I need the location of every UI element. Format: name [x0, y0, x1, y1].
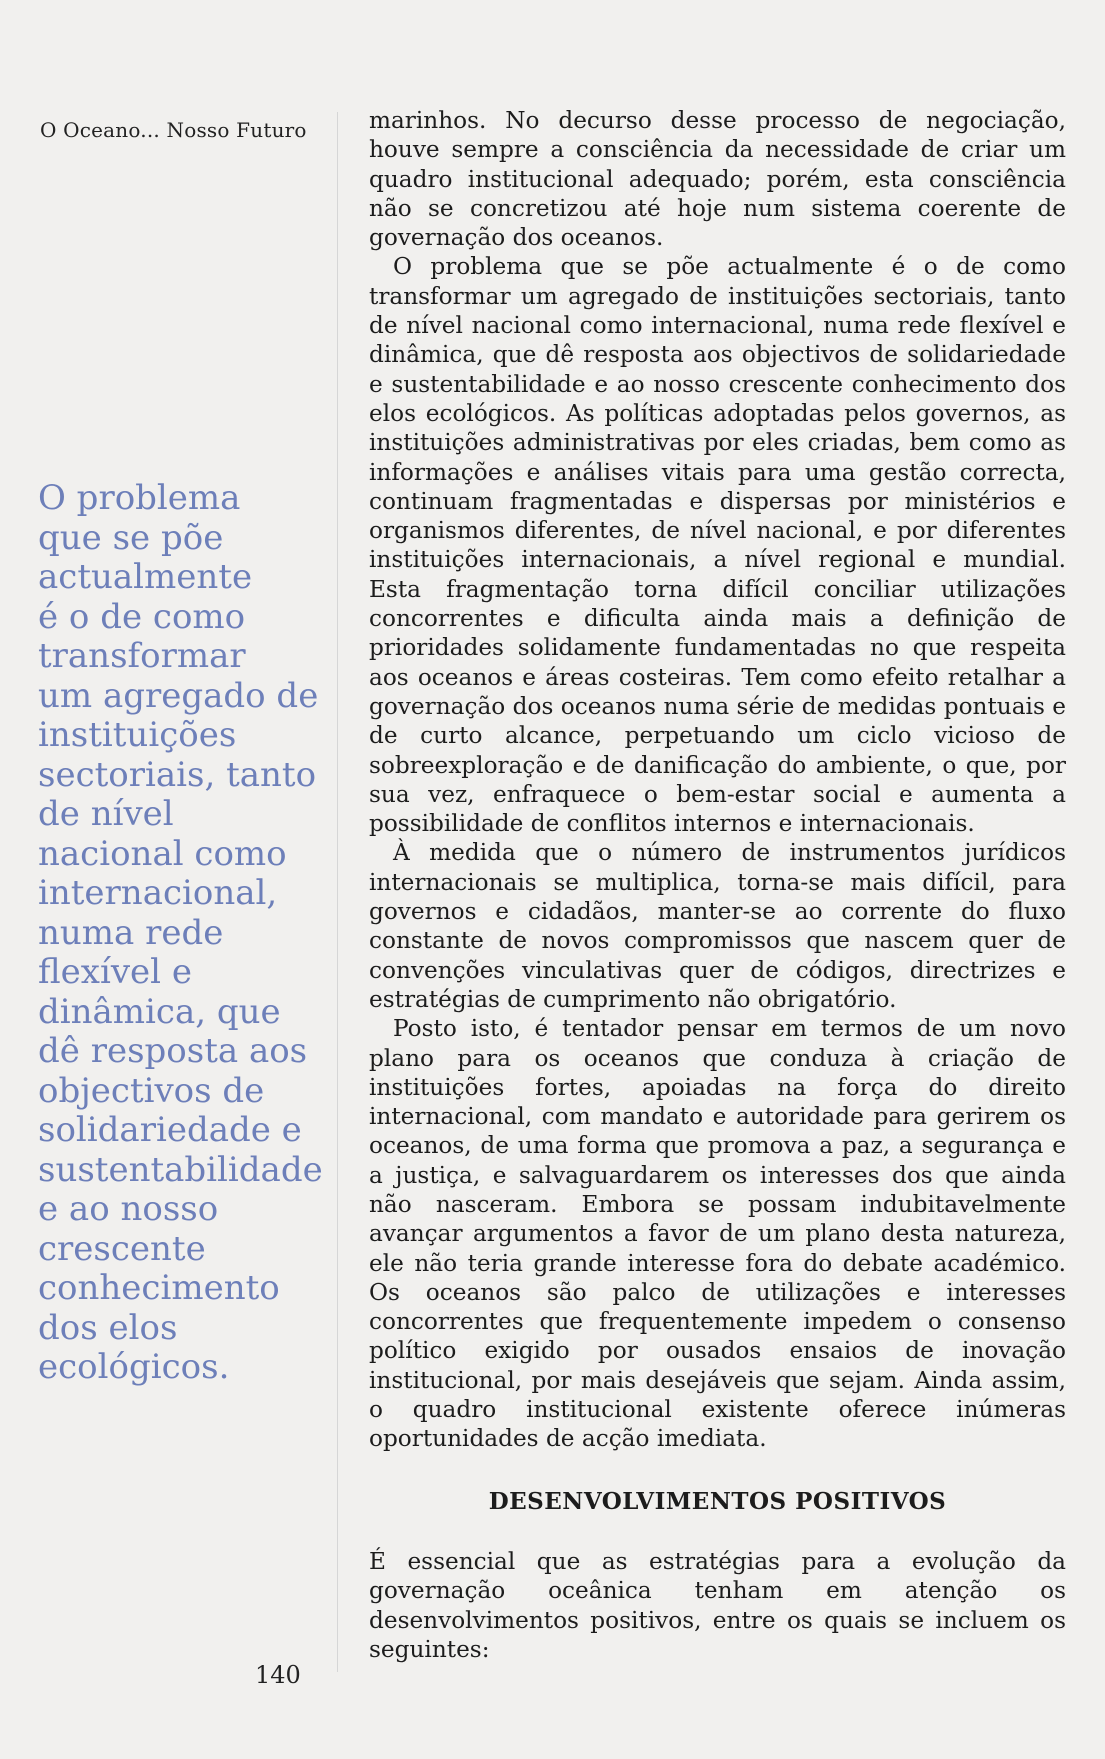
body-paragraph: À medida que o número de instrumentos jurídicos internacionais se multiplica, torna-se mais difícil, para governos e cidadãos, manter-se ao corrente do fluxo constante de novos compromissos que nascem quer de convenções vinculativas quer de códigos, directrizes e estratégias de cumprimento não obrigatório.: [369, 839, 1066, 1013]
body-paragraph: Posto isto, é tentador pensar em termos de um novo plano para os oceanos que conduza à criação de instituições fortes, apoiadas na força do direito internacional, com mandato e autoridade para gerirem os oceanos, de uma forma que promova a paz, a segurança e a justiça, e salvaguardarem os interesses dos que ainda não nasceram. Embora se possam indubitavelmente avançar argumentos a favor de um plano desta natureza, ele não teria grande interesse fora do debate académico. Os oceanos são palco de utilizações e interesses concorrentes que frequentemente impedem o consenso político exigido por ousados ensaios de inovação institucional, por mais desejáveis que sejam. Ainda assim, o quadro institucional existente oferece inúmeras oportunidades de acção imediata.: [369, 1015, 1066, 1453]
pull-quote-line: de nível: [38, 794, 174, 834]
page-number: 140: [255, 1661, 301, 1689]
pull-quote-line: e ao nosso: [38, 1189, 219, 1229]
section-heading: DESENVOLVIMENTOS POSITIVOS: [488, 1487, 947, 1515]
pull-quote-line: sustentabilidade: [38, 1149, 323, 1190]
pull-quote-line: flexível e: [38, 952, 192, 992]
pull-quote-line: dinâmica, que: [38, 991, 281, 1032]
pull-quote-line: dê resposta aos: [38, 1031, 308, 1071]
body-paragraph: É essencial que as estratégias para a evolução da governação oceânica tenham em atenção os desenvolvimentos positivos, entre os quais se incluem os seguintes:: [369, 1547, 1066, 1663]
pull-quote-line: um agregado de: [38, 675, 319, 716]
pull-quote: [38, 479, 328, 1388]
main-text-column: [369, 106, 1066, 1664]
pull-quote-line: solidariedade e: [38, 1110, 302, 1150]
pull-quote-line: objectivos de: [38, 1070, 265, 1111]
pull-quote-line: que se põe: [38, 517, 224, 558]
pull-quote-line: conhecimento: [38, 1268, 280, 1308]
running-title: O Oceano... Nosso Futuro: [40, 118, 307, 142]
pull-quote-line: actualmente: [38, 557, 253, 597]
pull-quote-line: ecológicos.: [38, 1347, 230, 1387]
pull-quote-line: nacional como: [38, 833, 287, 874]
pull-quote-line: internacional,: [38, 873, 278, 913]
pull-quote-line: transformar: [38, 636, 246, 676]
pull-quote-line: dos elos: [38, 1307, 178, 1348]
body-paragraph: marinhos. No decurso desse processo de negociação, houve sempre a consciência da necessidade de criar um quadro institucional adequado; porém, esta consciência não se concretizou até hoje num sistema coerente de governação dos oceanos.: [369, 107, 1066, 252]
pull-quote-line: numa rede: [38, 912, 224, 953]
body-paragraph: O problema que se põe actualmente é o de como transformar um agregado de instituições sectoriais, tanto de nível nacional como internacional, numa rede flexível e dinâmica, que dê resposta aos objectivos de solidariedade e sustentabilidade e ao nosso crescente conhecimento dos elos ecológicos. As políticas adoptadas pelos governos, as instituições administrativas por eles criadas, bem como as informações e análises vitais para uma gestão correcta, continuam fragmentadas e dispersas por ministérios e organismos diferentes, de nível nacional, e por diferentes instituições internacionais, a nível regional e mundial. Esta fragmentação torna difícil conciliar utilizações concorrentes e dificulta ainda mais a definição de prioridades solidamente fundamentadas no que respeita aos oceanos e áreas costeiras. Tem como efeito retalhar a governação dos oceanos numa série de medidas pontuais e de curto alcance, perpetuando um ciclo vicioso de sobreexploração e de danificação do ambiente, o que, por sua vez, enfraquece o bem-estar social e aumenta a possibilidade de conflitos internos e internacionais.: [369, 253, 1066, 838]
pull-quote-line: sectoriais, tanto: [38, 754, 317, 795]
pull-quote-line: O problema: [38, 478, 241, 518]
pull-quote-line: é o de como: [38, 596, 246, 637]
pull-quote-line: instituições: [38, 715, 237, 755]
pull-quote-line: crescente: [38, 1228, 206, 1269]
column-divider: [337, 112, 338, 1672]
